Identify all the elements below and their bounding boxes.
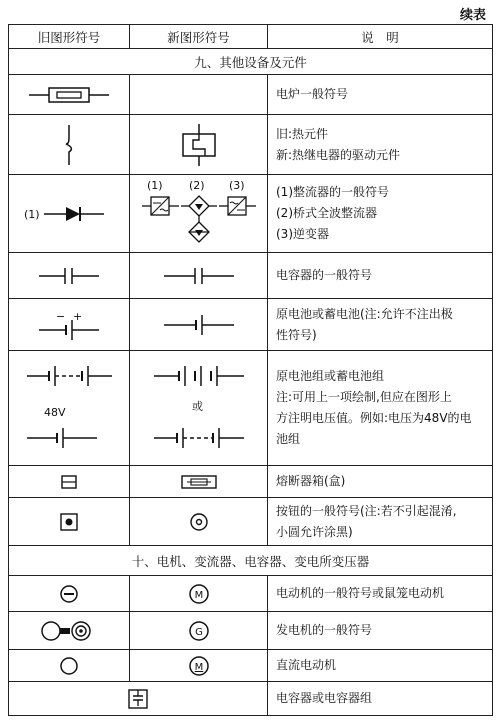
- thermal-relay-icon: [169, 122, 229, 168]
- table-row: [9, 75, 493, 115]
- section-title-9: 九、其他设备及元件: [9, 49, 493, 75]
- row-desc: 熔断器箱(盒): [268, 466, 493, 498]
- old-symbol: [9, 253, 130, 299]
- merged-symbol: [9, 682, 268, 716]
- symbol-table: [8, 24, 493, 716]
- dc-motor-icon: [188, 655, 210, 677]
- row-desc: (1)整流器的一般符号 (2)桥式全波整流器 (3)逆变器: [268, 175, 493, 253]
- svg-text:(2): (2): [188, 178, 205, 192]
- row-desc: 电容器或电容器组: [268, 682, 493, 716]
- capacitor-icon: [34, 266, 104, 286]
- table-row: [9, 498, 493, 546]
- header-desc: 说 明: [268, 25, 493, 49]
- table-row: [9, 682, 493, 716]
- fuse-box-icon: [59, 474, 79, 490]
- battery-icon: [34, 310, 104, 340]
- diode-icon: [22, 202, 117, 226]
- old-symbol: [9, 175, 130, 253]
- row-desc: 按钮的一般符号(注:若不引起混淆, 小圆允许涂黑): [268, 498, 493, 546]
- new-symbol: [130, 466, 268, 498]
- row-desc: 原电池组或蓄电池组 注:可用上一项绘制,但应在图形上 方注明电压值。例如:电压为48V的电 池组: [268, 351, 493, 466]
- header-old: 旧图形符号: [9, 25, 130, 49]
- row-desc: 电容器的一般符号: [268, 253, 493, 299]
- new-symbol: [130, 75, 268, 115]
- battery-icon: [159, 313, 239, 337]
- header-new: 新图形符号: [130, 25, 268, 49]
- new-symbol: [130, 498, 268, 546]
- new-symbol: [130, 299, 268, 351]
- table-row: [9, 253, 493, 299]
- new-symbol: [130, 351, 268, 466]
- old-symbol: [9, 650, 130, 682]
- new-symbol: [130, 115, 268, 175]
- table-row: [9, 612, 493, 650]
- capacitor-group-icon: [127, 688, 149, 710]
- furnace-symbol-icon: [24, 85, 114, 105]
- rectifier-symbols-icon: [139, 179, 259, 249]
- table-row: [9, 650, 493, 682]
- svg-text:或: 或: [191, 400, 203, 413]
- row-desc: 电炉一般符号: [268, 75, 493, 115]
- button-icon: [59, 512, 79, 532]
- fuse-box-icon: [179, 474, 219, 490]
- table-row: [9, 466, 493, 498]
- new-symbol: [130, 650, 268, 682]
- dc-motor-old-icon: [59, 656, 79, 676]
- old-symbol: [9, 466, 130, 498]
- table-row: [9, 115, 493, 175]
- battery-group-icon: [149, 358, 249, 458]
- new-symbol: [130, 576, 268, 612]
- svg-text:G: G: [194, 626, 203, 638]
- old-symbol: [9, 115, 130, 175]
- svg-text:+: +: [73, 309, 83, 323]
- new-symbol: [130, 175, 268, 253]
- continued-label: 续表: [459, 8, 486, 23]
- svg-text:(1): (1): [146, 178, 163, 192]
- section-row: [9, 49, 493, 75]
- svg-text:48V: 48V: [43, 406, 66, 419]
- old-symbol: [9, 612, 130, 650]
- generator-icon: [188, 620, 210, 642]
- table-row: [9, 175, 493, 253]
- row-desc: 电动机的一般符号或鼠笼电动机: [268, 576, 493, 612]
- row-desc: 原电池或蓄电池(注:允许不注出极 性符号): [268, 299, 493, 351]
- thermal-element-icon: [54, 122, 84, 168]
- svg-text:M: M: [194, 661, 203, 673]
- new-symbol: [130, 612, 268, 650]
- battery-group-icon: [22, 358, 117, 458]
- row-desc: 直流电动机: [268, 650, 493, 682]
- row-desc: 旧:热元件 新:热继电器的驱动元件: [268, 115, 493, 175]
- section-title-10: 十、电机、变流器、电容器、变电所变压器: [9, 546, 493, 576]
- old-symbol: [9, 576, 130, 612]
- svg-text:−: −: [56, 309, 66, 323]
- svg-text:(3): (3): [228, 178, 245, 192]
- old-symbol: [9, 498, 130, 546]
- old-symbol: [9, 351, 130, 466]
- table-row: [9, 351, 493, 466]
- generator-old-icon: [39, 620, 99, 642]
- motor-icon: [188, 583, 210, 605]
- section-row: [9, 546, 493, 576]
- new-symbol: [130, 253, 268, 299]
- table-row: [9, 299, 493, 351]
- motor-old-icon: [59, 584, 79, 604]
- table-row: [9, 576, 493, 612]
- svg-text:M: M: [194, 589, 203, 601]
- header-row: [9, 25, 493, 49]
- svg-text:(1): (1): [23, 207, 40, 221]
- button-icon: [189, 512, 209, 532]
- capacitor-icon: [159, 266, 239, 286]
- old-symbol: [9, 299, 130, 351]
- row-desc: 发电机的一般符号: [268, 612, 493, 650]
- old-symbol: [9, 75, 130, 115]
